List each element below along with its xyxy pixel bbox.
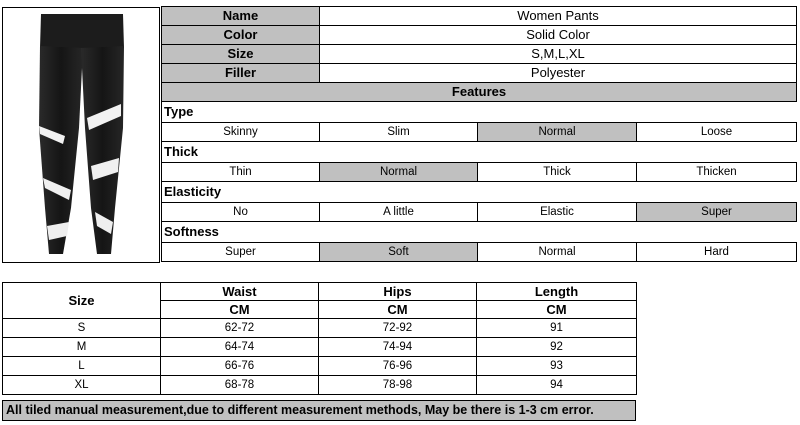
feature-options-softness [162, 243, 797, 262]
feature-option: Super [162, 243, 320, 262]
waist-cell: 66-76 [161, 357, 319, 376]
table-row [3, 338, 637, 357]
spec-value: Women Pants [320, 7, 797, 26]
feature-option: Thicken [637, 163, 797, 182]
hips-cell: 78-98 [319, 376, 477, 395]
length-column-header: Length [477, 283, 637, 301]
spec-value: Polyester [320, 64, 797, 83]
size-cell: XL [3, 376, 161, 395]
length-cell: 93 [477, 357, 637, 376]
features-title: Features [162, 83, 797, 102]
table-row [3, 319, 637, 338]
spec-key: Color [162, 26, 320, 45]
feature-options-thick [162, 163, 797, 182]
spec-key: Filler [162, 64, 320, 83]
table-row [3, 357, 637, 376]
hips-column-header: Hips [319, 283, 477, 301]
feature-option: Skinny [162, 123, 320, 142]
size-cell: L [3, 357, 161, 376]
table-row [3, 376, 637, 395]
feature-group-title: Softness [162, 222, 797, 243]
feature-option: Slim [320, 123, 478, 142]
feature-options-type [162, 123, 797, 142]
hips-unit: CM [319, 301, 477, 319]
length-cell: 91 [477, 319, 637, 338]
spec-row-color [162, 26, 797, 45]
feature-option: Hard [637, 243, 797, 262]
size-column-header: Size [3, 283, 161, 319]
spec-value: Solid Color [320, 26, 797, 45]
spec-key: Size [162, 45, 320, 64]
spec-row-size [162, 45, 797, 64]
feature-option: No [162, 203, 320, 222]
waist-cell: 64-74 [161, 338, 319, 357]
feature-group-elasticity [162, 182, 797, 203]
feature-option: Normal [320, 163, 478, 182]
feature-option: Normal [478, 243, 637, 262]
feature-group-thick [162, 142, 797, 163]
feature-group-type [162, 102, 797, 123]
spec-value: S,M,L,XL [320, 45, 797, 64]
feature-option: Thick [478, 163, 637, 182]
size-chart-header-row [3, 283, 637, 301]
feature-group-title: Thick [162, 142, 797, 163]
waist-column-header: Waist [161, 283, 319, 301]
feature-option: Soft [320, 243, 478, 262]
feature-group-title: Type [162, 102, 797, 123]
product-image [2, 7, 160, 263]
length-unit: CM [477, 301, 637, 319]
length-cell: 94 [477, 376, 637, 395]
spec-row-name [162, 7, 797, 26]
length-cell: 92 [477, 338, 637, 357]
feature-option: Elastic [478, 203, 637, 222]
hips-cell: 72-92 [319, 319, 477, 338]
waist-unit: CM [161, 301, 319, 319]
hips-cell: 76-96 [319, 357, 477, 376]
feature-group-title: Elasticity [162, 182, 797, 203]
spec-key: Name [162, 7, 320, 26]
size-chart-table [2, 282, 637, 395]
waist-cell: 62-72 [161, 319, 319, 338]
size-cell: S [3, 319, 161, 338]
feature-option: A little [320, 203, 478, 222]
hips-cell: 74-94 [319, 338, 477, 357]
feature-option: Thin [162, 163, 320, 182]
features-header-row [162, 83, 797, 102]
leggings-photo-icon [3, 8, 159, 262]
feature-options-elasticity [162, 203, 797, 222]
measurement-note: All tiled manual measurement,due to different measurement methods, May be there is 1-3 cm error. [2, 400, 636, 421]
feature-group-softness [162, 222, 797, 243]
waist-cell: 68-78 [161, 376, 319, 395]
spec-row-filler [162, 64, 797, 83]
feature-option: Loose [637, 123, 797, 142]
feature-option: Super [637, 203, 797, 222]
size-cell: M [3, 338, 161, 357]
feature-option: Normal [478, 123, 637, 142]
spec-table [161, 6, 797, 262]
